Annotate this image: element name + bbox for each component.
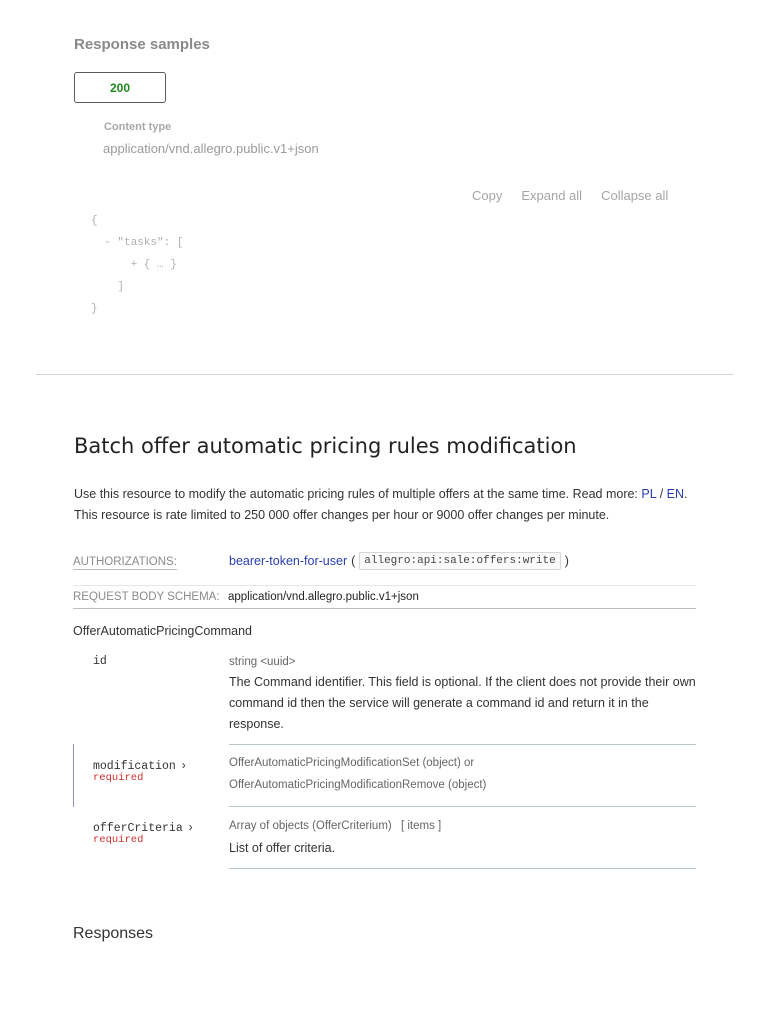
paren-close: )	[564, 554, 569, 568]
collapse-all-button[interactable]: Collapse all	[601, 188, 669, 203]
status-200-tab[interactable]: 200	[74, 72, 166, 103]
authorizations-label: AUTHORIZATIONS:	[73, 556, 177, 568]
request-body-label: REQUEST BODY SCHEMA:	[73, 591, 220, 603]
link-separator: /	[656, 487, 667, 501]
property-name-offercriteria[interactable]: offerCriteria	[93, 822, 183, 835]
link-pl[interactable]: PL	[641, 487, 657, 501]
property-type-id: string <uuid>	[229, 656, 296, 668]
property-type-text: Array of objects (OfferCriterium)	[229, 820, 392, 832]
content-type-value: application/vnd.allegro.public.v1+json	[103, 141, 319, 156]
authorizations-value	[229, 552, 569, 570]
auth-scope: allegro:api:sale:offers:write	[359, 552, 560, 570]
schema-name: OfferAutomaticPricingCommand	[73, 624, 253, 638]
section-divider	[36, 374, 733, 375]
required-label: required	[93, 772, 144, 784]
auth-scheme-link[interactable]: bearer-token-for-user	[229, 554, 348, 568]
divider-line	[73, 608, 696, 609]
property-divider	[229, 744, 696, 745]
request-body-content-type: application/vnd.allegro.public.v1+json	[228, 591, 419, 603]
property-description-offercriteria: List of offer criteria.	[229, 841, 336, 855]
code-line: ]	[91, 281, 125, 293]
property-divider	[229, 806, 696, 807]
property-name-id: id	[93, 655, 107, 668]
property-type-modification-remove: OfferAutomaticPricingModificationRemove (object)	[229, 779, 487, 791]
chevron-right-icon[interactable]: ›	[180, 760, 188, 773]
items-link[interactable]: [ items ]	[400, 820, 442, 832]
divider-line	[73, 585, 696, 586]
task-item-expand-toggle[interactable]: + { … }	[91, 259, 177, 271]
nesting-indicator	[73, 744, 74, 807]
expand-all-button[interactable]: Expand all	[521, 188, 583, 203]
operation-title: Batch offer automatic pricing rules modification	[74, 434, 577, 458]
property-type-offercriteria	[229, 820, 441, 832]
chevron-right-icon[interactable]: ›	[187, 822, 195, 835]
content-type-label: Content type	[104, 121, 172, 133]
response-samples-title: Response samples	[74, 36, 210, 53]
property-divider	[229, 868, 696, 869]
sample-actions	[472, 188, 668, 203]
paren-open: (	[351, 554, 356, 568]
property-description-id: The Command identifier. This field is optional. If the client does not provide their own command id then the service will generate a command id and return it in the response.	[229, 675, 696, 731]
json-sample	[91, 210, 183, 320]
property-type-modification-set: OfferAutomaticPricingModificationSet (object) or	[229, 757, 475, 769]
code-line: {	[91, 215, 98, 227]
operation-description	[74, 484, 714, 526]
required-label: required	[93, 834, 144, 846]
description-text: Use this resource to modify the automatic pricing rules of multiple offers at the same time. Read more:	[74, 487, 642, 501]
link-en[interactable]: EN	[666, 487, 685, 501]
responses-heading: Responses	[73, 925, 154, 942]
code-line: }	[91, 303, 98, 315]
tasks-collapse-toggle[interactable]: - "tasks": [	[91, 237, 184, 249]
property-name-modification[interactable]: modification	[93, 760, 176, 773]
copy-button[interactable]: Copy	[472, 188, 503, 203]
description-text-rate-limit: . This resource is rate limited to 250 000 offer changes per hour or 9000 offer changes per minute.	[74, 487, 688, 522]
